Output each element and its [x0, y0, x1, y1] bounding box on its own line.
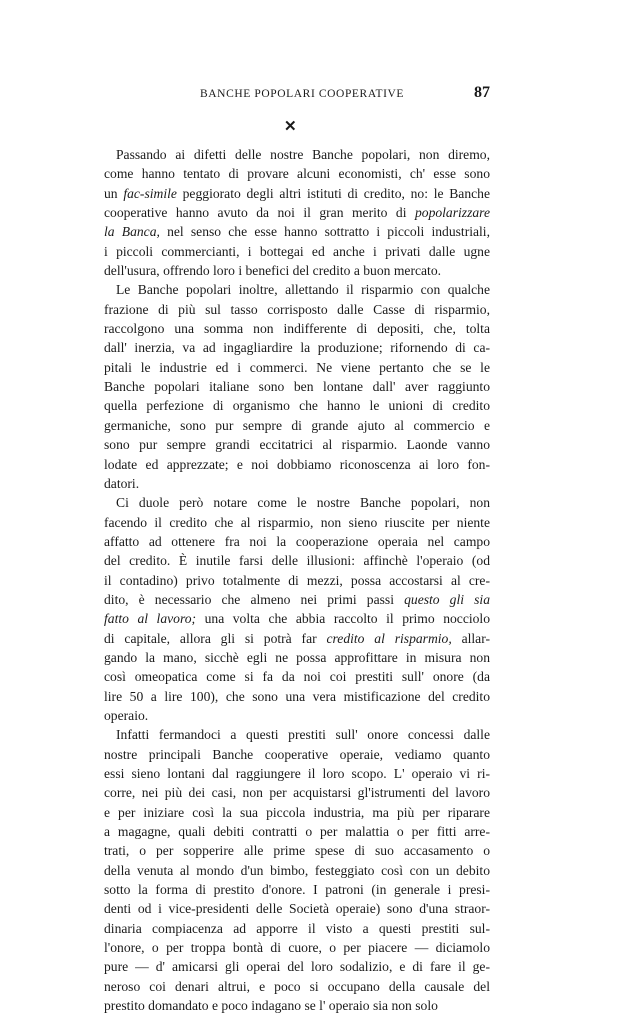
text-line: [104, 803, 490, 822]
text-run: di capitale, allora gli si potrà far: [104, 630, 327, 646]
text-run: prestito domandato e poco indagano se l' operaio sia non solo: [104, 998, 438, 1014]
text-run: nostre principali Banche cooperative operaie, vediamo quanto: [104, 746, 490, 762]
text-run: operaio.: [104, 707, 149, 723]
text-line: [104, 222, 490, 241]
text-line: [104, 938, 490, 957]
text-run: dito, è necessario che almeno nei primi passi: [104, 591, 405, 607]
text-line: [104, 609, 490, 628]
running-title: BANCHE POPOLARI COOPERATIVE: [200, 88, 405, 100]
text-line: [104, 203, 490, 222]
text-run: dell'usura, offrendo loro i benefici del credito a buon mercato.: [104, 263, 442, 279]
text-run: frazione di più sul tasso corrisposto dalle Casse di risparmio,: [104, 301, 490, 317]
text-run: affatto ad ottenere fra noi la cooperazione operaia nel campo: [104, 533, 490, 549]
text-run: gando la mano, sicchè egli ne possa approfittare in misura non: [104, 649, 490, 665]
text-run: il contadino) privo totalmente di mezzi, possa accostarsi al cre-: [104, 572, 490, 588]
text-run: nel senso che esse hanno sottratto i piccoli industriali,: [159, 224, 490, 240]
text-run: trati, o per sopperire alle prime spese di suo accasamento o: [104, 843, 490, 859]
ornament-icon: ✕: [284, 119, 297, 135]
text-run: sono pur sempre grandi eccitatrici al risparmio. Laonde vanno: [104, 437, 490, 453]
text-line: [104, 745, 490, 764]
text-run: Banche popolari italiane sono ben lontane dall' aver raggiunto: [104, 379, 490, 395]
paragraph: [104, 725, 490, 1015]
text-line: [104, 493, 490, 512]
text-line: [104, 571, 490, 590]
text-run: peggiorato degli altri istituti di credito, no: le Banche: [176, 185, 490, 201]
text-line: [104, 648, 490, 667]
text-run: lire 50 a lire 100), che sono una vera mistificazione del credito: [104, 688, 490, 704]
text-run: datori.: [104, 475, 140, 491]
text-run: così omeopatica come si fa da noi coi prestiti sull' onore (da: [104, 669, 490, 685]
text-run: come hanno tentato di provare alcuni economisti, ch' esse sono: [104, 166, 490, 182]
text-line: [104, 184, 490, 203]
text-line: [104, 164, 490, 183]
text-run: dall' inerzia, va ad ingagliardire la produzione; rifornendo di ca-: [104, 340, 490, 356]
text-line: [104, 783, 490, 802]
text-run: neroso coi denari altrui, e poco si occupano della causale del: [104, 978, 490, 994]
text-line: [104, 358, 490, 377]
text-line: [104, 377, 490, 396]
page-header: [115, 84, 490, 108]
text-run: del credito. È inutile farsi delle illusioni: affinchè l'operaio (od: [104, 553, 490, 569]
text-line: [104, 280, 490, 299]
text-run: raccolgono una somma non indifferente di depositi, che, tolta: [104, 321, 490, 337]
text-run: dinaria compiacenza ad apporre il visto a questi prestiti sul-: [104, 920, 490, 936]
text-line: [104, 338, 490, 357]
text-run: essi sieno lontani dal raggiungere il loro scopo. L' operaio vi ri-: [104, 766, 490, 781]
text-line: [104, 725, 490, 744]
paragraph: [104, 280, 490, 493]
text-run: a magagne, quali debiti contratti o per malattia o per fitti arre-: [104, 824, 490, 840]
text-run: cooperative hanno avuto da noi il gran merito di: [104, 205, 415, 221]
text-run: Infatti fermandoci a questi prestiti sull' onore concessi dalle: [116, 727, 490, 743]
text-line: [104, 687, 490, 706]
text-line: [104, 880, 490, 899]
text-run: Le Banche popolari inoltre, allettando il risparmio con qualche: [116, 282, 490, 298]
italic-run: la Banca,: [104, 224, 160, 240]
paragraph: [104, 145, 490, 280]
text-line: [104, 957, 490, 976]
italic-run: credito al risparmio,: [326, 630, 452, 646]
text-line: [104, 532, 490, 551]
text-line: [104, 474, 490, 493]
text-line: [104, 706, 490, 725]
text-run: una volta che abbia raccolto il primo nocciolo: [196, 611, 491, 627]
text-run: pitali le industrie ed i commerci. Ne viene pertanto che se le: [104, 359, 490, 375]
text-line: [104, 551, 490, 570]
text-line: [104, 822, 490, 841]
italic-run: questo gli sia: [404, 591, 490, 607]
text-line: [104, 455, 490, 474]
italic-run: popolarizzare: [414, 205, 490, 221]
text-run: un: [104, 185, 124, 201]
body-text: [104, 145, 490, 1015]
text-line: [104, 919, 490, 938]
text-run: corre, nei più dei casi, non per acquistarsi gl'istrumenti del lavoro: [104, 785, 490, 801]
text-line: [104, 590, 490, 609]
text-run: quella perfezione di organismo che hanno le unioni di credito: [104, 398, 490, 414]
text-line: [104, 300, 490, 319]
italic-run: fac-simile: [123, 185, 177, 201]
text-line: [104, 977, 490, 996]
text-line: [104, 435, 490, 454]
text-line: [104, 396, 490, 415]
text-run: facendo il credito che al risparmio, non sieno riuscite per niente: [104, 514, 490, 530]
text-run: germaniche, sono pur sempre di grande ajuto al commercio e: [104, 417, 490, 433]
text-run: pure — d' amicarsi gli operai del loro sodalizio, e di fare il ge-: [104, 959, 490, 975]
text-run: e per iniziare così la sua piccola industria, ma più per riparare: [104, 804, 490, 820]
text-line: [104, 899, 490, 918]
text-line: [104, 764, 490, 783]
text-line: [104, 667, 490, 686]
text-line: [104, 861, 490, 880]
text-line: [104, 242, 490, 261]
text-run: lodate ed apprezzate; e noi dobbiamo riconoscenza ai loro fon-: [104, 456, 490, 472]
text-line: [104, 261, 490, 280]
text-run: allar-: [451, 630, 490, 646]
text-line: [104, 145, 490, 164]
text-run: sotto la forma di prestito d'onore. I patroni (in generale i presi-: [104, 882, 490, 898]
text-line: [104, 513, 490, 532]
text-run: Passando ai difetti delle nostre Banche popolari, non diremo,: [116, 147, 490, 162]
text-run: denti od i vice-presidenti delle Società operaie) sono d'una straor-: [104, 901, 490, 917]
italic-run: fatto al lavoro;: [104, 611, 197, 627]
text-line: [104, 841, 490, 860]
text-line: [104, 319, 490, 338]
text-line: [104, 996, 490, 1015]
page-number: 87: [474, 84, 490, 101]
text-run: Ci duole però notare come le nostre Banche popolari, non: [116, 495, 490, 511]
text-run: l'onore, o per troppa bontà di cuore, o per piacere — diciamolo: [104, 940, 490, 956]
text-line: [104, 416, 490, 435]
text-run: della venuta al mondo d'un bimbo, festeggiato così con un debito: [104, 862, 490, 878]
text-run: i piccoli commercianti, i bottegai ed anche i privati dalle ugne: [104, 243, 490, 259]
paragraph: [104, 493, 490, 725]
text-line: [104, 629, 490, 648]
